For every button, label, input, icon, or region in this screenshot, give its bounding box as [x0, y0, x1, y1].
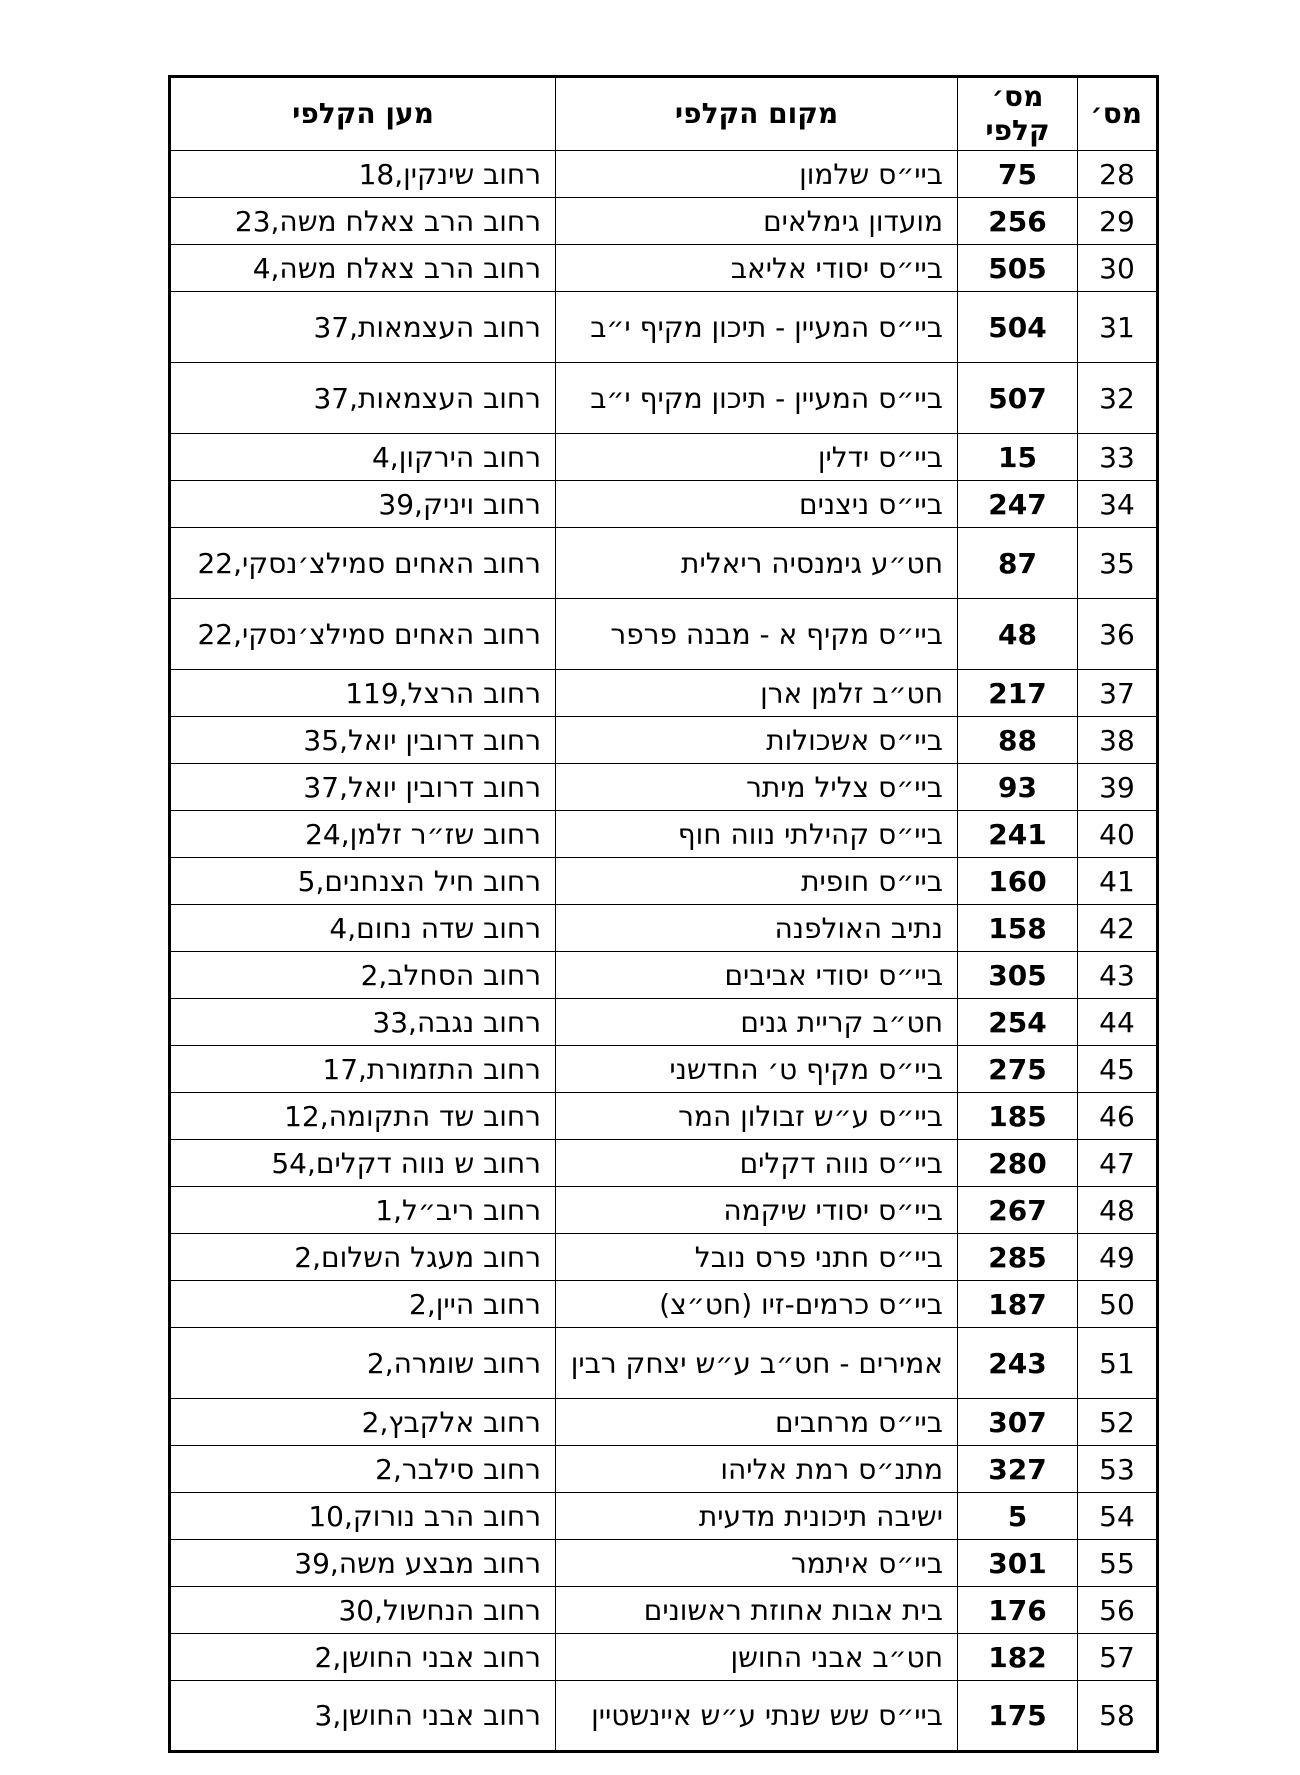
- ballot-address: רחוב הירקון,4: [170, 434, 556, 481]
- ballot-address: רחוב התזמורת,17: [170, 1046, 556, 1093]
- table-row: [170, 528, 1158, 599]
- table-row: [170, 1446, 1158, 1493]
- ballot-place: ביי״ס יסודי אביבים: [556, 952, 958, 999]
- ballot-address: רחוב שז״ר זלמן,24: [170, 811, 556, 858]
- row-number: 35: [1078, 528, 1158, 599]
- ballot-box-number: 15: [958, 434, 1078, 481]
- ballot-place: ביי״ס חתני פרס נובל: [556, 1234, 958, 1281]
- ballot-place: ביי״ס חופית: [556, 858, 958, 905]
- table-row: [170, 1328, 1158, 1399]
- ballot-box-number: 93: [958, 764, 1078, 811]
- ballot-address: רחוב שד התקומה,12: [170, 1093, 556, 1140]
- ballot-box-number: 88: [958, 717, 1078, 764]
- ballot-address: רחוב האחים סמילצ׳נסקי,22: [170, 528, 556, 599]
- table-row: [170, 1046, 1158, 1093]
- ballot-address: רחוב נגבה,33: [170, 999, 556, 1046]
- table-row: [170, 1681, 1158, 1752]
- ballot-place: ביי״ס איתמר: [556, 1540, 958, 1587]
- ballot-place: ביי״ס מקיף ט׳ החדשני: [556, 1046, 958, 1093]
- ballot-box-number: 307: [958, 1399, 1078, 1446]
- row-number: 31: [1078, 292, 1158, 363]
- table-row: [170, 1140, 1158, 1187]
- ballot-place: ביי״ס ידלין: [556, 434, 958, 481]
- ballot-box-number: 241: [958, 811, 1078, 858]
- ballot-box-number: 505: [958, 245, 1078, 292]
- row-number: 37: [1078, 670, 1158, 717]
- ballot-box-number: 158: [958, 905, 1078, 952]
- row-number: 45: [1078, 1046, 1158, 1093]
- ballot-address: רחוב ריב״ל,1: [170, 1187, 556, 1234]
- ballot-address: רחוב הרב צאלח משה,23: [170, 198, 556, 245]
- ballot-place: ביי״ס אשכולות: [556, 717, 958, 764]
- ballot-place: ביי״ס שלמון: [556, 151, 958, 198]
- ballot-box-number: 504: [958, 292, 1078, 363]
- ballot-address: רחוב הרב צאלח משה,4: [170, 245, 556, 292]
- table-body: [170, 151, 1158, 1752]
- row-number: 32: [1078, 363, 1158, 434]
- document-page: [168, 75, 1156, 1753]
- table-row: [170, 245, 1158, 292]
- ballot-place: מתנ״ס רמת אליהו: [556, 1446, 958, 1493]
- row-number: 47: [1078, 1140, 1158, 1187]
- table-row: [170, 905, 1158, 952]
- table-row: [170, 363, 1158, 434]
- ballot-place: ביי״ס המעיין - תיכון מקיף י״ב: [556, 292, 958, 363]
- table-row: [170, 198, 1158, 245]
- ballot-address: רחוב שינקין,18: [170, 151, 556, 198]
- ballot-box-number: 182: [958, 1634, 1078, 1681]
- ballot-address: רחוב אבני החושן,2: [170, 1634, 556, 1681]
- header-ballot-address: מען הקלפי: [170, 77, 556, 151]
- ballot-box-number: 217: [958, 670, 1078, 717]
- table-row: [170, 1234, 1158, 1281]
- row-number: 46: [1078, 1093, 1158, 1140]
- row-number: 54: [1078, 1493, 1158, 1540]
- table-row: [170, 764, 1158, 811]
- row-number: 34: [1078, 481, 1158, 528]
- ballot-address: רחוב ויניק,39: [170, 481, 556, 528]
- ballot-address: רחוב האחים סמילצ׳נסקי,22: [170, 599, 556, 670]
- ballot-box-number: 256: [958, 198, 1078, 245]
- table-row: [170, 481, 1158, 528]
- row-number: 36: [1078, 599, 1158, 670]
- ballot-address: רחוב סילבר,2: [170, 1446, 556, 1493]
- ballot-address: רחוב הסחלב,2: [170, 952, 556, 999]
- row-number: 51: [1078, 1328, 1158, 1399]
- ballot-place: חט״ע גימנסיה ריאלית: [556, 528, 958, 599]
- table-row: [170, 1281, 1158, 1328]
- row-number: 56: [1078, 1587, 1158, 1634]
- row-number: 57: [1078, 1634, 1158, 1681]
- row-number: 41: [1078, 858, 1158, 905]
- row-number: 53: [1078, 1446, 1158, 1493]
- ballot-box-number: 87: [958, 528, 1078, 599]
- table-row: [170, 1587, 1158, 1634]
- ballot-box-number: 280: [958, 1140, 1078, 1187]
- ballot-box-number: 507: [958, 363, 1078, 434]
- header-num: מס׳: [1078, 77, 1158, 151]
- ballot-address: רחוב דרובין יואל,37: [170, 764, 556, 811]
- ballot-address: רחוב הרצל,119: [170, 670, 556, 717]
- ballot-place: ביי״ס נווה דקלים: [556, 1140, 958, 1187]
- ballot-box-number: 285: [958, 1234, 1078, 1281]
- table-header-row: [170, 77, 1158, 151]
- row-number: 28: [1078, 151, 1158, 198]
- row-number: 43: [1078, 952, 1158, 999]
- table-row: [170, 151, 1158, 198]
- table-row: [170, 1634, 1158, 1681]
- ballot-place: ביי״ס המעיין - תיכון מקיף י״ב: [556, 363, 958, 434]
- ballot-place: ביי״ס מקיף א - מבנה פרפר: [556, 599, 958, 670]
- table-row: [170, 811, 1158, 858]
- ballot-box-number: 75: [958, 151, 1078, 198]
- ballot-box-number: 48: [958, 599, 1078, 670]
- table-row: [170, 670, 1158, 717]
- ballot-address: רחוב מעגל השלום,2: [170, 1234, 556, 1281]
- row-number: 33: [1078, 434, 1158, 481]
- row-number: 44: [1078, 999, 1158, 1046]
- ballot-place: ביי״ס יסודי אליאב: [556, 245, 958, 292]
- row-number: 50: [1078, 1281, 1158, 1328]
- row-number: 38: [1078, 717, 1158, 764]
- row-number: 49: [1078, 1234, 1158, 1281]
- ballot-address: רחוב חיל הצנחנים,5: [170, 858, 556, 905]
- ballot-address: רחוב דרובין יואל,35: [170, 717, 556, 764]
- ballot-address: רחוב אבני החושן,3: [170, 1681, 556, 1752]
- ballot-place: חט״ב זלמן ארן: [556, 670, 958, 717]
- ballot-place: ביי״ס צליל מיתר: [556, 764, 958, 811]
- ballot-address: רחוב העצמאות,37: [170, 363, 556, 434]
- row-number: 48: [1078, 1187, 1158, 1234]
- table-row: [170, 1540, 1158, 1587]
- ballot-box-number: 5: [958, 1493, 1078, 1540]
- table-row: [170, 952, 1158, 999]
- header-ballot-box: מס׳ קלפי: [958, 77, 1078, 151]
- ballot-place: ביי״ס מרחבים: [556, 1399, 958, 1446]
- ballot-box-number: 175: [958, 1681, 1078, 1752]
- ballot-address: רחוב הנחשול,30: [170, 1587, 556, 1634]
- table-row: [170, 1493, 1158, 1540]
- row-number: 52: [1078, 1399, 1158, 1446]
- ballot-box-number: 267: [958, 1187, 1078, 1234]
- ballot-place: ביי״ס יסודי שיקמה: [556, 1187, 958, 1234]
- row-number: 29: [1078, 198, 1158, 245]
- ballot-box-number: 327: [958, 1446, 1078, 1493]
- row-number: 39: [1078, 764, 1158, 811]
- ballot-place: מועדון גימלאים: [556, 198, 958, 245]
- ballot-box-number: 275: [958, 1046, 1078, 1093]
- ballot-address: רחוב אלקבץ,2: [170, 1399, 556, 1446]
- table-row: [170, 999, 1158, 1046]
- ballot-address: רחוב הרב נורוק,10: [170, 1493, 556, 1540]
- ballot-place: ביי״ס כרמים-זיו (חט״צ): [556, 1281, 958, 1328]
- ballot-place: ביי״ס ניצנים: [556, 481, 958, 528]
- row-number: 55: [1078, 1540, 1158, 1587]
- table-row: [170, 717, 1158, 764]
- ballot-address: רחוב שדה נחום,4: [170, 905, 556, 952]
- ballot-place: ביי״ס ע״ש זבולון המר: [556, 1093, 958, 1140]
- ballot-place: ביי״ס שש שנתי ע״ש איינשטיין: [556, 1681, 958, 1752]
- ballot-box-number: 301: [958, 1540, 1078, 1587]
- row-number: 58: [1078, 1681, 1158, 1752]
- polling-stations-table: [168, 75, 1159, 1753]
- ballot-box-number: 254: [958, 999, 1078, 1046]
- table-row: [170, 1187, 1158, 1234]
- ballot-place: אמירים - חט״ב ע״ש יצחק רבין: [556, 1328, 958, 1399]
- table-row: [170, 599, 1158, 670]
- table-row: [170, 434, 1158, 481]
- ballot-box-number: 176: [958, 1587, 1078, 1634]
- table-row: [170, 292, 1158, 363]
- ballot-address: רחוב מבצע משה,39: [170, 1540, 556, 1587]
- table-row: [170, 858, 1158, 905]
- ballot-box-number: 305: [958, 952, 1078, 999]
- ballot-address: רחוב שומרה,2: [170, 1328, 556, 1399]
- ballot-place: חט״ב קריית גנים: [556, 999, 958, 1046]
- ballot-address: רחוב היין,2: [170, 1281, 556, 1328]
- table-row: [170, 1399, 1158, 1446]
- ballot-place: חט״ב אבני החושן: [556, 1634, 958, 1681]
- ballot-box-number: 160: [958, 858, 1078, 905]
- ballot-box-number: 247: [958, 481, 1078, 528]
- row-number: 30: [1078, 245, 1158, 292]
- ballot-place: ישיבה תיכונית מדעית: [556, 1493, 958, 1540]
- row-number: 42: [1078, 905, 1158, 952]
- ballot-place: בית אבות אחוזת ראשונים: [556, 1587, 958, 1634]
- row-number: 40: [1078, 811, 1158, 858]
- ballot-box-number: 187: [958, 1281, 1078, 1328]
- ballot-box-number: 185: [958, 1093, 1078, 1140]
- ballot-address: רחוב העצמאות,37: [170, 292, 556, 363]
- table-row: [170, 1093, 1158, 1140]
- ballot-box-number: 243: [958, 1328, 1078, 1399]
- ballot-address: רחוב ש נווה דקלים,54: [170, 1140, 556, 1187]
- ballot-place: נתיב האולפנה: [556, 905, 958, 952]
- ballot-place: ביי״ס קהילתי נווה חוף: [556, 811, 958, 858]
- header-ballot-place: מקום הקלפי: [556, 77, 958, 151]
